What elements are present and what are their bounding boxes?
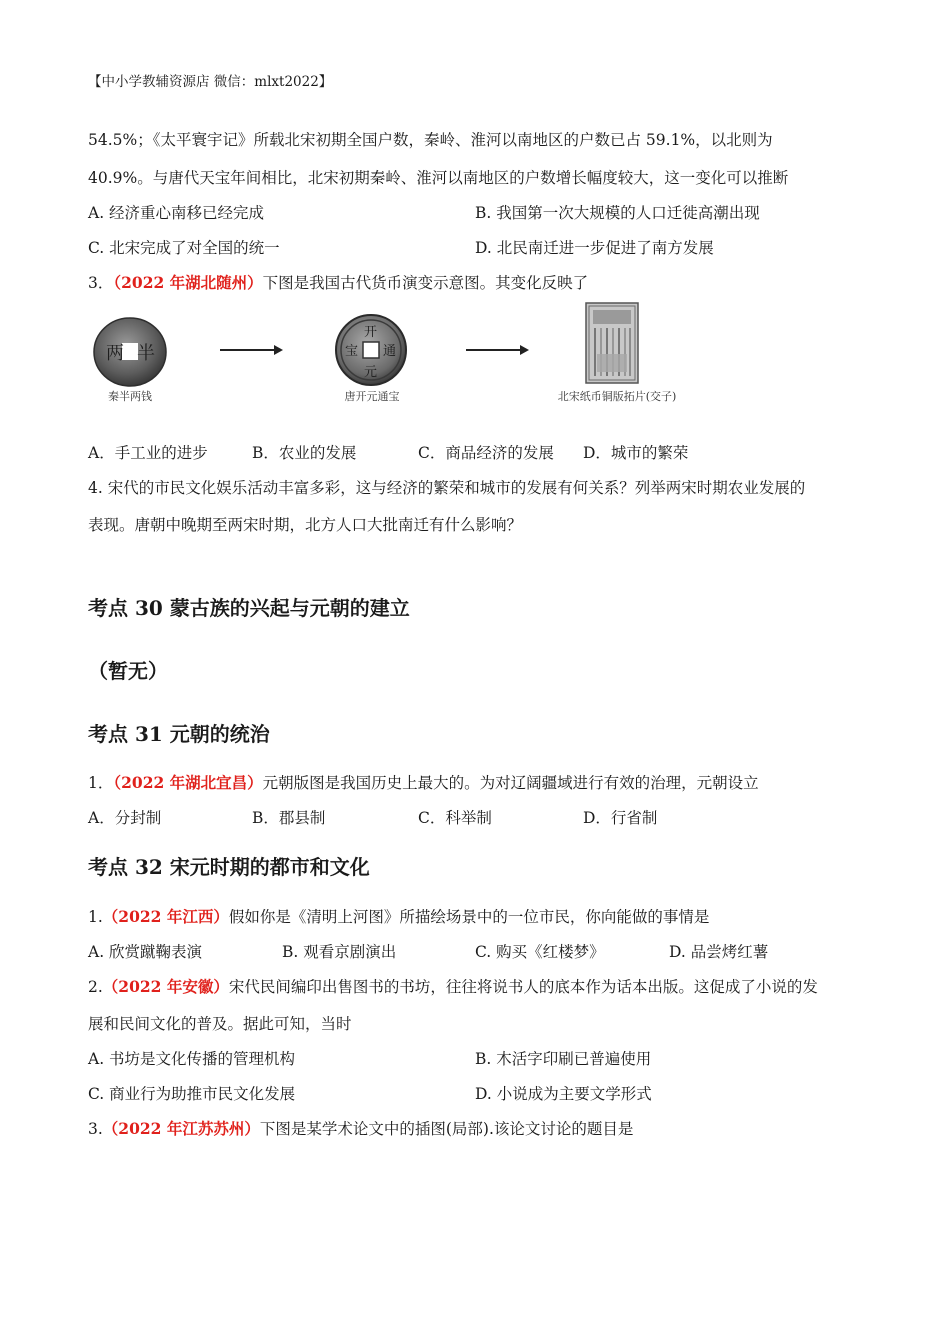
q4-text-line1: 4. 宋代的市民文化娱乐活动丰富多彩，这与经济的繁荣和城市的发展有何关系？列举两宋时期农业发展的 — [88, 479, 806, 497]
s31-q1-option-d: D．行省制 — [583, 809, 658, 827]
s32-q2-stem-line — [88, 975, 818, 997]
s31-q1-option-b: B．郡县制 — [252, 809, 326, 827]
s31-q1-stem: 元朝版图是我国历史上最大的。为对辽阔疆域进行有效的治理，元朝设立 — [262, 774, 759, 792]
s32-q2-option-d: D. 小说成为主要文学形式 — [475, 1085, 652, 1103]
s32-q2-stem: 宋代民间编印出售图书的书坊，往往将说书人的底本作为话本出版。这促成了小说的发 — [228, 978, 818, 996]
jiaozi-banknote-rubbing-image — [585, 302, 639, 384]
coin2-char-right: 通 — [383, 344, 397, 359]
q2-option-c: C. 北宋完成了对全国的统一 — [88, 239, 280, 257]
s32-q1-option-d: D. 品尝烤红薯 — [669, 943, 769, 961]
q3-option-b: B．农业的发展 — [252, 444, 357, 462]
s31-q1-option-a: A．分封制 — [88, 809, 162, 827]
s31-q1-source: （2022 年湖北宜昌） — [113, 773, 263, 792]
qin-banliang-coin-image — [90, 312, 170, 392]
arrow-right-icon — [220, 343, 284, 357]
s32-q1-source: （2022 年江西） — [102, 907, 229, 926]
caption-qin-coin: 秦半两钱 — [108, 390, 152, 403]
q2-option-b: B. 我国第一次大规模的人口迁徙高潮出现 — [475, 204, 760, 222]
section-32-title: 考点 32 宋元时期的都市和文化 — [88, 855, 370, 879]
q3-option-d: D．城市的繁荣 — [583, 444, 689, 462]
tang-kaiyuan-coin-image — [333, 312, 409, 388]
s32-q1-stem: 假如你是《清明上河图》所描绘场景中的一位市民，你向能做的事情是 — [228, 908, 710, 926]
section-31-title: 考点 31 元朝的统治 — [88, 722, 270, 746]
q2-option-a: A. 经济重心南移已经完成 — [88, 204, 265, 222]
s32-q1-stem-line — [88, 905, 709, 927]
s32-q1-option-b: B. 观看京剧演出 — [282, 943, 397, 961]
s31-q1-number: 1． — [88, 774, 114, 792]
s31-q1-option-c: C．科举制 — [418, 809, 492, 827]
s32-q1-option-a: A. 欣赏蹴鞠表演 — [88, 943, 203, 961]
s32-q2-source: （2022 年安徽） — [102, 977, 229, 996]
section-30-title: 考点 30 蒙古族的兴起与元朝的建立 — [88, 596, 410, 620]
s32-q3-stem-line — [88, 1117, 633, 1139]
s32-q1-option-c: C. 购买《红楼梦》 — [475, 943, 605, 961]
q3-number: 3． — [88, 274, 114, 292]
coin2-char-bottom: 元 — [364, 365, 378, 380]
q2-text-line1: 54.5%；《太平寰宇记》所载北宋初期全国户数，秦岭、淮河以南地区的户数已占 59.1%，以北则为 — [88, 131, 773, 149]
arrow-right-icon — [466, 343, 530, 357]
s32-q3-stem: 下图是某学术论文中的插图(局部).该论文讨论的题目是 — [259, 1120, 634, 1138]
q3-option-a: A．手工业的进步 — [88, 444, 208, 462]
q3-option-c: C．商品经济的发展 — [418, 444, 554, 462]
s32-q2-option-c: C. 商业行为助推市民文化发展 — [88, 1085, 296, 1103]
q2-text-line2: 40.9%。与唐代天宝年间相比，北宋初期秦岭、淮河以南地区的户数增长幅度较大，这一变化可以推断 — [88, 169, 789, 187]
coin2-char-left: 宝 — [345, 344, 359, 359]
q3-stem: 下图是我国古代货币演变示意图。其变化反映了 — [262, 274, 589, 292]
q3-stem-line — [88, 271, 588, 293]
q2-option-d: D. 北民南迁进一步促进了南方发展 — [475, 239, 714, 257]
coin2-char-top: 开 — [364, 325, 378, 340]
s32-q2-option-b: B. 木活字印刷已普遍使用 — [475, 1050, 652, 1068]
page-header: 【中小学教辅资源店 微信：mlxt2022】 — [88, 74, 333, 90]
s32-q2-number: 2. — [88, 978, 103, 996]
s32-q2-stem-line2: 展和民间文化的普及。据此可知，当时 — [88, 1015, 352, 1033]
q3-source: （2022 年湖北随州） — [113, 273, 263, 292]
coin1-char-right: 半 — [137, 343, 155, 364]
s32-q2-option-a: A. 书坊是文化传播的管理机构 — [88, 1050, 296, 1068]
s32-q3-number: 3. — [88, 1120, 103, 1138]
caption-tang-coin: 唐开元通宝 — [344, 390, 400, 403]
caption-jiaozi: 北宋纸币铜版拓片(交子) — [557, 390, 677, 403]
section-30-none: （暂无） — [88, 659, 168, 683]
s32-q3-source: （2022 年江苏苏州） — [102, 1119, 260, 1138]
s31-q1-stem-line — [88, 771, 759, 793]
coin1-char-left: 两 — [106, 343, 124, 364]
q4-text-line2: 表现。唐朝中晚期至两宋时期，北方人口大批南迁有什么影响？ — [88, 516, 523, 534]
s32-q1-number: 1. — [88, 908, 103, 926]
